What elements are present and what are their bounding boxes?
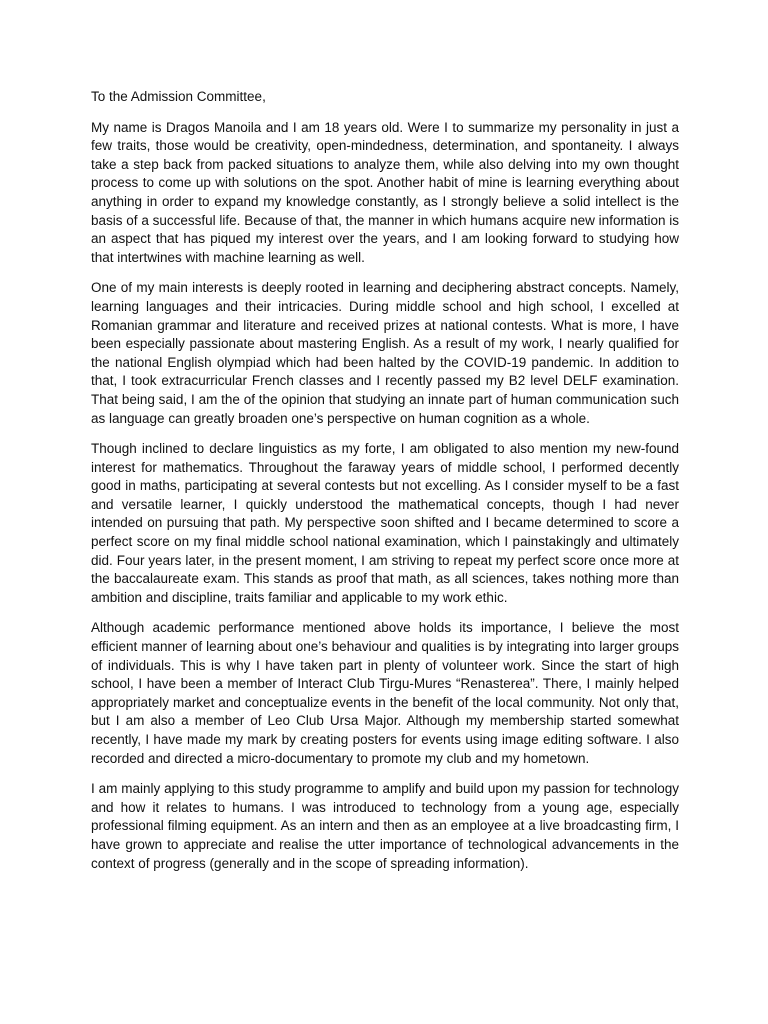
letter-page: [91, 88, 679, 885]
paragraph-motivation: I am mainly applying to this study programme to amplify and build upon my passion for technology and how it relates to humans. I was introduced to technology from a young age, especially professional filming equipment. As an intern and then as an employee at a live broadcasting firm, I have grown to appreciate and realise the utter importance of technological advancements in the context of progress (generally and in the scope of spreading information).: [91, 781, 679, 871]
paragraph-mathematics: Though inclined to declare linguistics as my forte, I am obligated to also mention my new-found interest for mathematics. Throughout the faraway years of middle school, I performed decently good in maths, participating at several contests but not excelling. As I consider myself to be a fast and versatile learner, I quickly understood the mathematical concepts, though I had never intended on pursuing that path. My perspective soon shifted and I became determined to score a perfect score on my final middle school national examination, which I painstakingly and ultimately did. Four years later, in the present moment, I am striving to repeat my perfect score once more at the baccalaureate exam. This stands as proof that math, as all sciences, takes nothing more than ambition and discipline, traits familiar and applicable to my work ethic.: [91, 441, 679, 605]
salutation: To the Admission Committee,: [91, 89, 266, 104]
paragraph-languages: One of my main interests is deeply rooted in learning and deciphering abstract concepts. Namely, learning languages and their intricacies. During middle school and high school, I excelled at Romanian grammar and literature and received prizes at national contests. What is more, I have been especially passionate about mastering English. As a result of my work, I nearly qualified for the national English olympiad which had been halted by the COVID-19 pandemic. In addition to that, I took extracurricular French classes and I recently passed my B2 level DELF examination. That being said, I am the of the opinion that studying an innate part of human communication such as language can greatly broaden one’s perspective on human cognition as a whole.: [91, 280, 679, 426]
paragraph-introduction: My name is Dragos Manoila and I am 18 years old. Were I to summarize my personality in just a few traits, those would be creativity, open-mindedness, determination, and spontaneity. I always take a step back from packed situations to analyze them, while also delving into my own thought process to come up with solutions on the spot. Another habit of mine is learning everything about anything in order to expand my knowledge constantly, as I strongly believe a solid intellect is the basis of a successful life. Because of that, the manner in which humans acquire new information is an aspect that has piqued my interest over the years, and I am looking forward to studying how that intertwines with machine learning as well.: [91, 119, 679, 265]
paragraph-volunteering: Although academic performance mentioned above holds its importance, I believe the most efficient manner of learning about one’s behaviour and qualities is by integrating into larger groups of individuals. This is why I have taken part in plenty of volunteer work. Since the start of high school, I have been a member of Interact Club Tirgu-Mures “Renasterea”. There, I mainly helped appropriately market and conceptualize events in the benefit of the local community. Not only that, but I am also a member of Leo Club Ursa Major. Although my membership started somewhat recently, I have made my mark by creating posters for events using image editing software. I also recorded and directed a micro-documentary to promote my club and my hometown.: [91, 620, 679, 766]
